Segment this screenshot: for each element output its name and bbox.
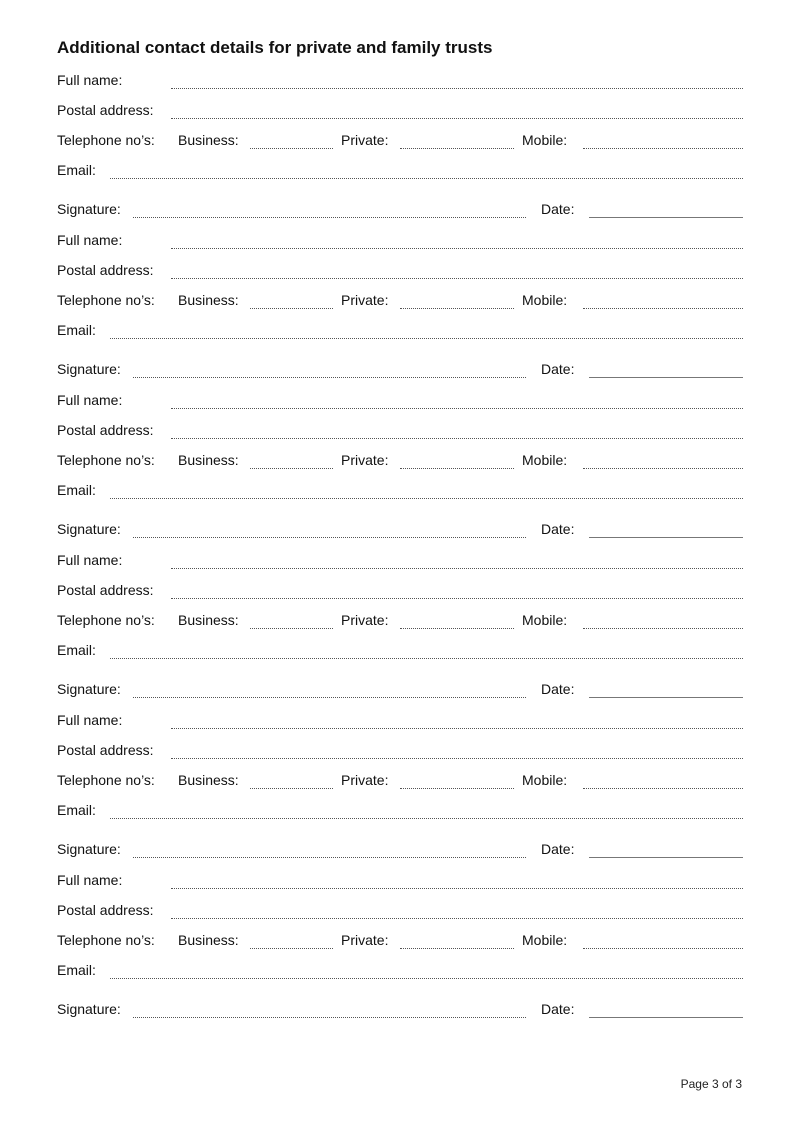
postal-address-label: Postal address: bbox=[57, 742, 154, 758]
signature-label: Signature: bbox=[57, 201, 121, 217]
telephone-row bbox=[0, 450, 800, 472]
signature-row bbox=[0, 679, 800, 701]
full-name-label: Full name: bbox=[57, 872, 123, 888]
business-phone-field[interactable] bbox=[250, 628, 333, 629]
signature-field[interactable] bbox=[133, 537, 526, 538]
date-field[interactable] bbox=[589, 1017, 743, 1018]
private-phone-field[interactable] bbox=[400, 148, 514, 149]
date-field[interactable] bbox=[589, 857, 743, 858]
mobile-label: Mobile: bbox=[522, 132, 568, 148]
email-row bbox=[0, 320, 800, 342]
telephone-row bbox=[0, 930, 800, 952]
email-row bbox=[0, 960, 800, 982]
date-field[interactable] bbox=[589, 537, 743, 538]
email-row bbox=[0, 160, 800, 182]
postal-address-field[interactable] bbox=[171, 598, 743, 599]
signature-row bbox=[0, 199, 800, 221]
postal-address-label: Postal address: bbox=[57, 902, 154, 918]
date-label: Date: bbox=[541, 841, 575, 857]
full-name-row bbox=[0, 550, 800, 572]
email-label: Email: bbox=[57, 802, 96, 818]
email-field[interactable] bbox=[110, 498, 743, 499]
postal-address-label: Postal address: bbox=[57, 102, 154, 118]
postal-address-row bbox=[0, 740, 800, 762]
page-title: Additional contact details for private and family trusts bbox=[57, 38, 493, 57]
date-label: Date: bbox=[541, 681, 575, 697]
email-field[interactable] bbox=[110, 658, 743, 659]
mobile-label: Mobile: bbox=[522, 612, 568, 628]
signature-field[interactable] bbox=[133, 217, 526, 218]
date-field[interactable] bbox=[589, 377, 743, 378]
business-phone-field[interactable] bbox=[250, 468, 333, 469]
signature-label: Signature: bbox=[57, 1001, 121, 1017]
business-phone-field[interactable] bbox=[250, 788, 333, 789]
telephone-label: Telephone no’s: bbox=[57, 772, 155, 788]
postal-address-row bbox=[0, 100, 800, 122]
email-label: Email: bbox=[57, 482, 96, 498]
postal-address-row bbox=[0, 900, 800, 922]
private-phone-field[interactable] bbox=[400, 468, 514, 469]
postal-address-row bbox=[0, 420, 800, 442]
signature-row bbox=[0, 519, 800, 541]
business-label: Business: bbox=[178, 292, 239, 308]
postal-address-label: Postal address: bbox=[57, 422, 154, 438]
telephone-label: Telephone no’s: bbox=[57, 932, 155, 948]
mobile-label: Mobile: bbox=[522, 772, 568, 788]
business-phone-field[interactable] bbox=[250, 308, 333, 309]
private-label: Private: bbox=[341, 612, 389, 628]
full-name-field[interactable] bbox=[171, 88, 743, 89]
telephone-row bbox=[0, 610, 800, 632]
date-label: Date: bbox=[541, 361, 575, 377]
business-phone-field[interactable] bbox=[250, 148, 333, 149]
private-label: Private: bbox=[341, 132, 389, 148]
business-label: Business: bbox=[178, 612, 239, 628]
mobile-phone-field[interactable] bbox=[583, 308, 743, 309]
mobile-phone-field[interactable] bbox=[583, 788, 743, 789]
telephone-row bbox=[0, 290, 800, 312]
email-field[interactable] bbox=[110, 818, 743, 819]
signature-label: Signature: bbox=[57, 841, 121, 857]
private-phone-field[interactable] bbox=[400, 308, 514, 309]
full-name-row bbox=[0, 70, 800, 92]
mobile-phone-field[interactable] bbox=[583, 628, 743, 629]
date-label: Date: bbox=[541, 201, 575, 217]
email-row bbox=[0, 640, 800, 662]
private-phone-field[interactable] bbox=[400, 788, 514, 789]
contact-block bbox=[0, 70, 800, 230]
full-name-label: Full name: bbox=[57, 552, 123, 568]
date-field[interactable] bbox=[589, 217, 743, 218]
email-label: Email: bbox=[57, 642, 96, 658]
postal-address-label: Postal address: bbox=[57, 262, 154, 278]
postal-address-field[interactable] bbox=[171, 118, 743, 119]
business-label: Business: bbox=[178, 452, 239, 468]
mobile-label: Mobile: bbox=[522, 292, 568, 308]
email-field[interactable] bbox=[110, 338, 743, 339]
postal-address-label: Postal address: bbox=[57, 582, 154, 598]
postal-address-field[interactable] bbox=[171, 758, 743, 759]
telephone-row bbox=[0, 770, 800, 792]
contact-block bbox=[0, 550, 800, 710]
postal-address-field[interactable] bbox=[171, 438, 743, 439]
mobile-phone-field[interactable] bbox=[583, 148, 743, 149]
contact-block bbox=[0, 230, 800, 390]
business-label: Business: bbox=[178, 132, 239, 148]
date-label: Date: bbox=[541, 521, 575, 537]
email-field[interactable] bbox=[110, 178, 743, 179]
mobile-label: Mobile: bbox=[522, 932, 568, 948]
signature-label: Signature: bbox=[57, 681, 121, 697]
signature-row bbox=[0, 999, 800, 1021]
signature-field[interactable] bbox=[133, 1017, 526, 1018]
contact-block bbox=[0, 390, 800, 550]
full-name-label: Full name: bbox=[57, 712, 123, 728]
signature-field[interactable] bbox=[133, 857, 526, 858]
full-name-field[interactable] bbox=[171, 408, 743, 409]
mobile-label: Mobile: bbox=[522, 452, 568, 468]
email-row bbox=[0, 480, 800, 502]
telephone-row bbox=[0, 130, 800, 152]
telephone-label: Telephone no’s: bbox=[57, 612, 155, 628]
full-name-field[interactable] bbox=[171, 728, 743, 729]
signature-row bbox=[0, 359, 800, 381]
signature-field[interactable] bbox=[133, 377, 526, 378]
mobile-phone-field[interactable] bbox=[583, 948, 743, 949]
business-label: Business: bbox=[178, 932, 239, 948]
mobile-phone-field[interactable] bbox=[583, 468, 743, 469]
email-field[interactable] bbox=[110, 978, 743, 979]
private-label: Private: bbox=[341, 772, 389, 788]
postal-address-field[interactable] bbox=[171, 918, 743, 919]
email-row bbox=[0, 800, 800, 822]
full-name-label: Full name: bbox=[57, 232, 123, 248]
full-name-row bbox=[0, 390, 800, 412]
date-label: Date: bbox=[541, 1001, 575, 1017]
date-field[interactable] bbox=[589, 697, 743, 698]
contact-block bbox=[0, 710, 800, 870]
private-phone-field[interactable] bbox=[400, 628, 514, 629]
full-name-row bbox=[0, 870, 800, 892]
telephone-label: Telephone no’s: bbox=[57, 452, 155, 468]
postal-address-row bbox=[0, 260, 800, 282]
full-name-label: Full name: bbox=[57, 72, 123, 88]
private-label: Private: bbox=[341, 292, 389, 308]
private-phone-field[interactable] bbox=[400, 948, 514, 949]
email-label: Email: bbox=[57, 322, 96, 338]
full-name-field[interactable] bbox=[171, 248, 743, 249]
full-name-label: Full name: bbox=[57, 392, 123, 408]
email-label: Email: bbox=[57, 162, 96, 178]
page-number: Page 3 of 3 bbox=[680, 1077, 742, 1091]
email-label: Email: bbox=[57, 962, 96, 978]
private-label: Private: bbox=[341, 932, 389, 948]
business-phone-field[interactable] bbox=[250, 948, 333, 949]
full-name-row bbox=[0, 710, 800, 732]
telephone-label: Telephone no’s: bbox=[57, 292, 155, 308]
business-label: Business: bbox=[178, 772, 239, 788]
contact-block bbox=[0, 870, 800, 1030]
signature-label: Signature: bbox=[57, 521, 121, 537]
postal-address-field[interactable] bbox=[171, 278, 743, 279]
signature-field[interactable] bbox=[133, 697, 526, 698]
postal-address-row bbox=[0, 580, 800, 602]
full-name-row bbox=[0, 230, 800, 252]
private-label: Private: bbox=[341, 452, 389, 468]
full-name-field[interactable] bbox=[171, 568, 743, 569]
signature-label: Signature: bbox=[57, 361, 121, 377]
signature-row bbox=[0, 839, 800, 861]
full-name-field[interactable] bbox=[171, 888, 743, 889]
telephone-label: Telephone no’s: bbox=[57, 132, 155, 148]
